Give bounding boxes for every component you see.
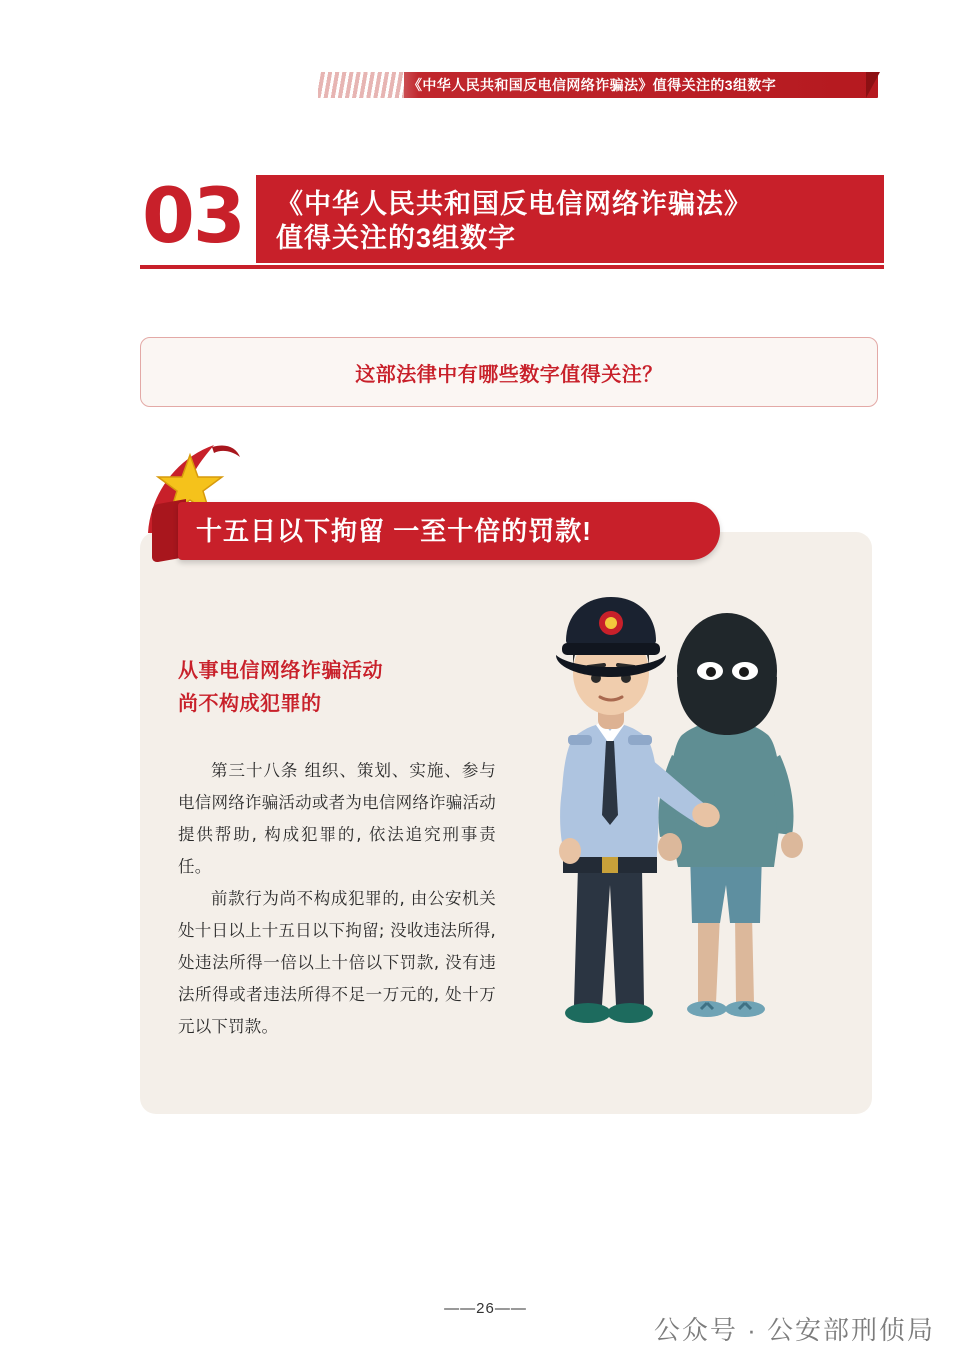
section-number-box	[140, 171, 256, 263]
question-box	[140, 337, 878, 407]
ribbon-banner-text: 十五日以下拘留 一至十倍的罚款!	[196, 516, 592, 546]
section-title-text	[276, 187, 876, 255]
question-text: 这部法律中有哪些数字值得关注？	[355, 363, 663, 386]
header-title-text: 《中华人民共和国反电信网络诈骗法》值得关注的3组数字	[408, 77, 777, 93]
section-title-block	[140, 171, 884, 263]
section-title-line1: 《中华人民共和国反电信网络诈骗法》	[276, 189, 752, 219]
card-sub-heading-line2: 尚不构成犯罪的	[178, 693, 322, 715]
header-stripe-decoration	[318, 72, 404, 98]
section-title-underline	[140, 265, 884, 269]
section-number: 03	[142, 171, 244, 260]
section-title-line2: 值得关注的3组数字	[276, 223, 517, 253]
law-paragraph-2: 前款行为尚不构成犯罪的, 由公安机关处十日以上十五日以下拘留; 没收违法所得, 处违法所得一倍以上十倍以下罚款, 没有违法所得或者违法所得不足一万元的, 处十万元以下罚款。	[178, 889, 496, 1036]
footer-watermark: 公众号 · 公安部刑侦局	[653, 1315, 935, 1345]
section-title-bar	[256, 175, 884, 263]
illustration-svg	[530, 585, 860, 1075]
card-sub-heading-line1: 从事电信网络诈骗活动	[178, 660, 383, 682]
page-number: ——26——	[444, 1300, 527, 1317]
illustration-police-arrest	[530, 585, 860, 1075]
card-sub-heading	[178, 655, 508, 721]
page-running-header	[0, 64, 971, 104]
law-article-text	[178, 755, 496, 1043]
law-paragraph-1: 第三十八条 组织、策划、实施、参与电信网络诈骗活动或者为电信网络诈骗活动提供帮助, 构成犯罪的, 依法追究刑事责任。	[178, 761, 496, 876]
